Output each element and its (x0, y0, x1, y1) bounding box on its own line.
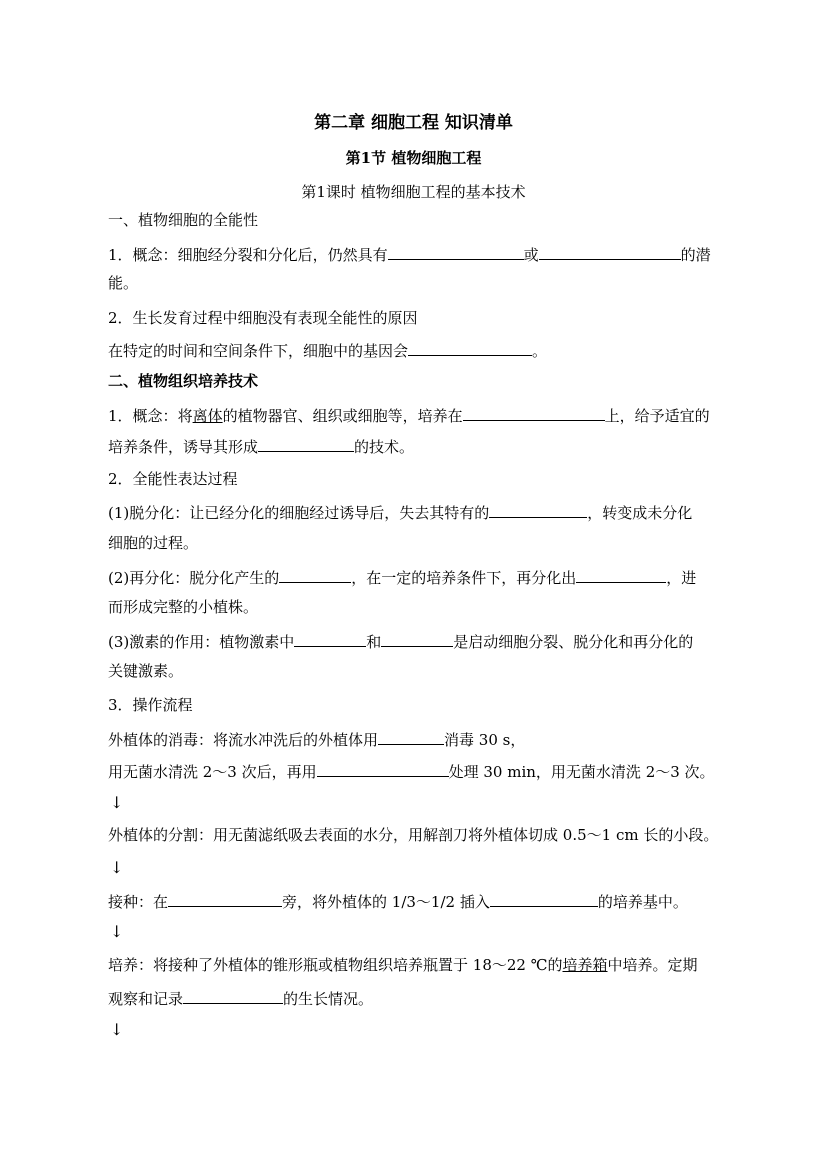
item2-heading: 2．生长发育过程中细胞没有表现全能性的原因 (108, 309, 418, 327)
part1-heading: 一、植物细胞的全能性 (108, 211, 259, 229)
fill-blank (378, 728, 444, 745)
fill-blank (317, 760, 449, 777)
flow-arrow-icon: ↓ (110, 793, 124, 812)
fill-blank (388, 243, 524, 260)
fill-blank (463, 404, 605, 421)
fill-blank (489, 501, 587, 518)
flow-arrow-icon: ↓ (110, 1020, 124, 1039)
flow-arrow-icon: ↓ (110, 858, 124, 877)
lesson-title: 第1课时 植物细胞工程的基本技术 (301, 183, 526, 201)
fill-blank (408, 339, 532, 356)
p2-heading: 2．全能性表达过程 (108, 470, 238, 488)
p2-1-cont: 细胞的过程。 (108, 534, 199, 552)
fill-blank (576, 566, 666, 583)
fill-blank (168, 890, 282, 907)
p2-1-line: (1)脱分化：让已经分化的细胞经过诱导后，失去其特有的 ，转变成未分化 (108, 501, 692, 523)
step-rinse: 用无菌水清洗 2～3 次后，再用 处理 30 min，用无菌水清洗 2～3 次。 (108, 760, 715, 782)
flow-arrow-icon: ↓ (110, 922, 124, 941)
step-culture-cont: 观察和记录 的生长情况。 (108, 987, 373, 1009)
p2-2-cont: 而形成完整的小植株。 (108, 598, 259, 616)
step-cut: 外植体的分割：用无菌滤纸吸去表面的水分，用解剖刀将外植体切成 0.5～1 cm 长的小段。 (108, 826, 719, 844)
document-title: 第二章 细胞工程 知识清单 (314, 113, 513, 133)
step-inoculate: 接种：在 旁，将外植体的 1/3～1/2 插入 的培养基中。 (108, 890, 688, 912)
p2-3-line: (3)激素的作用：植物激素中 和 是启动细胞分裂、脱分化和再分化的 (108, 630, 693, 652)
step-culture: 培养：将接种了外植体的锥形瓶或植物组织培养瓶置于 18～22 ℃的培养箱中培养。定期 (108, 956, 698, 974)
step-disinfect: 外植体的消毒：将流水冲洗后的外植体用 消毒 30 s， (108, 728, 525, 750)
part2-heading: 二、植物组织培养技术 (108, 372, 259, 390)
section-title: 第1节 植物细胞工程 (345, 149, 482, 167)
item2-line: 在特定的时间和空间条件下，细胞中的基因会 。 (108, 339, 547, 361)
fill-blank (294, 630, 366, 647)
concept-line-cont: 能。 (108, 274, 139, 292)
p3-heading: 3．操作流程 (108, 696, 193, 714)
p2-2-line: (2)再分化：脱分化产生的 ，在一定的培养条件下，再分化出 ，进 (108, 566, 696, 588)
fill-blank (183, 987, 283, 1004)
fill-blank (490, 890, 598, 907)
fill-blank (539, 243, 681, 260)
c1-line: 1．概念：将离体的植物器官、组织或细胞等，培养在 上，给予适宜的 (108, 404, 710, 426)
p2-3-cont: 关键激素。 (108, 662, 184, 680)
concept-line: 1．概念：细胞经分裂和分化后，仍然具有 或 的潜 (108, 243, 711, 265)
fill-blank (279, 566, 351, 583)
c1-line-cont: 培养条件，诱导其形成 的技术。 (108, 435, 414, 457)
fill-blank (381, 630, 453, 647)
fill-blank (258, 435, 354, 452)
